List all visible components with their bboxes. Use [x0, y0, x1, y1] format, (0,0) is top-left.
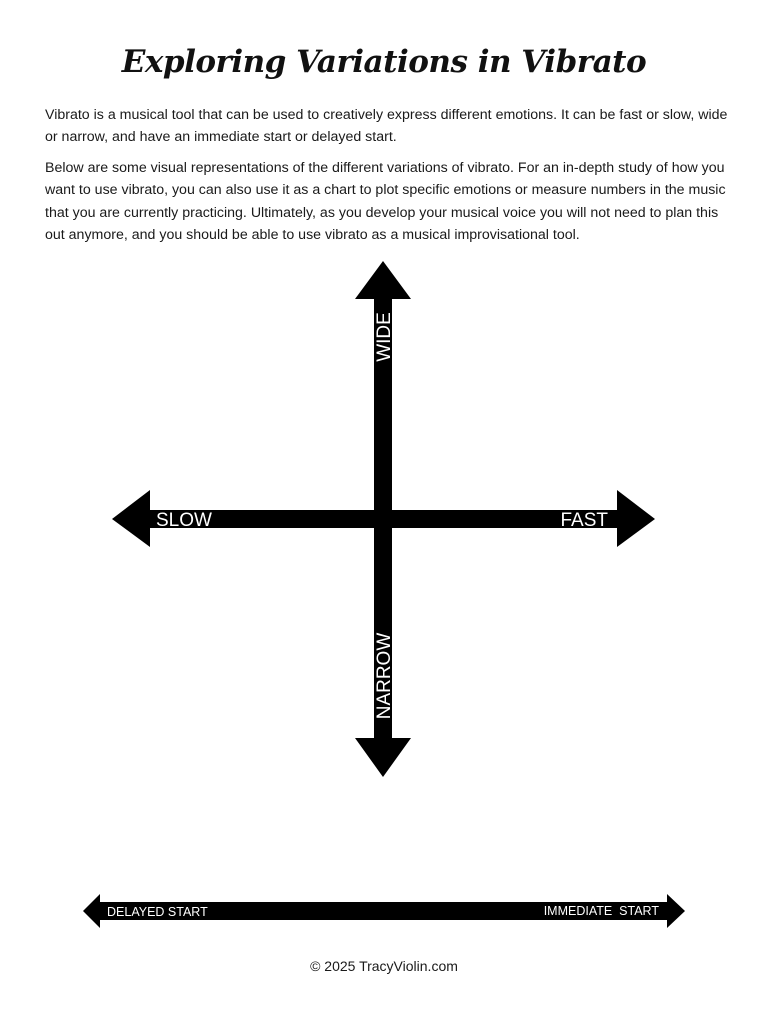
- slow-label: SLOW: [156, 510, 212, 531]
- instructions-paragraph: Below are some visual representations of the different variations of vibrato. For an in-depth study of how you want to use vibrato, you can also use it as a chart to plot specific emotions or measure numbers in the music that you are currently practicing. Ultimately, as you develop your musical voice you will not need to plan this out anymore, and you should be able to use vibrato as a musical improvisational tool.: [45, 160, 726, 243]
- narrow-label: NARROW: [374, 632, 395, 720]
- wide-label: WIDE: [374, 312, 395, 362]
- copyright-footer: © 2025 TracyViolin.com: [310, 958, 458, 974]
- page-title: Exploring Variations in Vibrato: [121, 44, 647, 80]
- immediate-start-label: IMMEDIATE START: [543, 904, 659, 918]
- fast-label: FAST: [560, 510, 608, 531]
- delayed-start-label: DELAYED START: [107, 905, 208, 919]
- intro-paragraph: Vibrato is a musical tool that can be used to creatively express different emotions. It can be fast or slow, wide or narrow, and have an immediate start or delayed start.: [45, 107, 728, 146]
